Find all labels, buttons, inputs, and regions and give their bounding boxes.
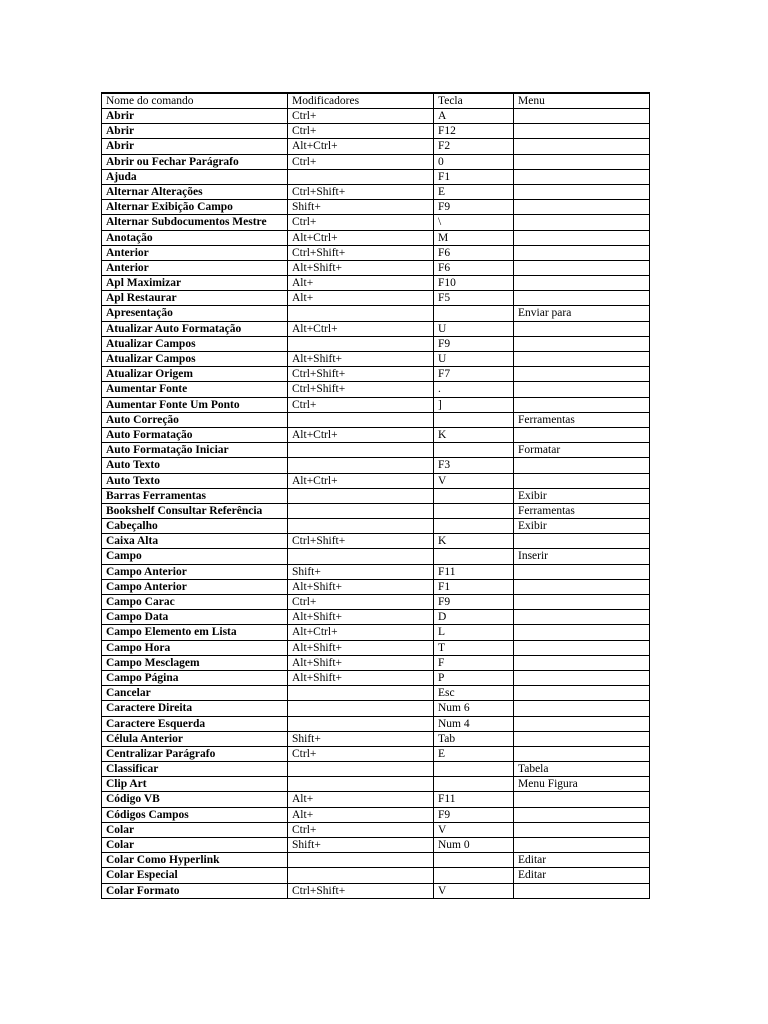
modifiers-cell	[288, 443, 434, 458]
command-name-cell: Auto Texto	[102, 458, 288, 473]
table-row	[102, 838, 650, 853]
key-cell: F7	[434, 367, 514, 382]
modifiers-cell	[288, 716, 434, 731]
key-cell: A	[434, 109, 514, 124]
key-cell: F9	[434, 200, 514, 215]
modifiers-cell: Alt+Shift+	[288, 655, 434, 670]
menu-cell	[514, 458, 650, 473]
table-row	[102, 746, 650, 761]
menu-cell	[514, 184, 650, 199]
table-row	[102, 154, 650, 169]
command-name-cell: Atualizar Campos	[102, 336, 288, 351]
key-cell: V	[434, 822, 514, 837]
key-cell	[434, 853, 514, 868]
command-name-cell: Campo Anterior	[102, 564, 288, 579]
command-name-cell: Campo	[102, 549, 288, 564]
menu-cell: Formatar	[514, 443, 650, 458]
key-cell: Num 4	[434, 716, 514, 731]
command-name-cell: Colar Como Hyperlink	[102, 853, 288, 868]
key-cell: Tab	[434, 731, 514, 746]
key-cell: K	[434, 534, 514, 549]
menu-cell: Editar	[514, 868, 650, 883]
menu-cell	[514, 701, 650, 716]
table-row	[102, 564, 650, 579]
key-cell	[434, 443, 514, 458]
modifiers-cell	[288, 169, 434, 184]
command-name-cell: Colar	[102, 838, 288, 853]
command-name-cell: Abrir ou Fechar Parágrafo	[102, 154, 288, 169]
command-name-cell: Atualizar Origem	[102, 367, 288, 382]
key-cell: V	[434, 883, 514, 898]
modifiers-cell	[288, 519, 434, 534]
modifiers-cell	[288, 868, 434, 883]
table-row	[102, 731, 650, 746]
command-name-cell: Alternar Subdocumentos Mestre	[102, 215, 288, 230]
header-menu: Menu	[514, 93, 650, 109]
menu-cell	[514, 655, 650, 670]
key-cell	[434, 549, 514, 564]
menu-cell	[514, 397, 650, 412]
table-row	[102, 215, 650, 230]
menu-cell	[514, 382, 650, 397]
key-cell	[434, 519, 514, 534]
menu-cell	[514, 716, 650, 731]
table-row	[102, 124, 650, 139]
command-name-cell: Campo Hora	[102, 640, 288, 655]
key-cell: F6	[434, 260, 514, 275]
table-row	[102, 762, 650, 777]
modifiers-cell: Ctrl+	[288, 154, 434, 169]
header-command-name: Nome do comando	[102, 93, 288, 109]
key-cell	[434, 868, 514, 883]
table-row	[102, 321, 650, 336]
key-cell: Num 6	[434, 701, 514, 716]
table-row	[102, 412, 650, 427]
table-row	[102, 716, 650, 731]
key-cell: F11	[434, 792, 514, 807]
table-row	[102, 382, 650, 397]
key-cell: Num 0	[434, 838, 514, 853]
modifiers-cell	[288, 762, 434, 777]
menu-cell	[514, 686, 650, 701]
modifiers-cell	[288, 503, 434, 518]
modifiers-cell: Ctrl+	[288, 822, 434, 837]
key-cell: V	[434, 473, 514, 488]
modifiers-cell: Shift+	[288, 200, 434, 215]
table-row	[102, 777, 650, 792]
menu-cell: Exibir	[514, 519, 650, 534]
modifiers-cell: Ctrl+	[288, 397, 434, 412]
table-row	[102, 184, 650, 199]
command-name-cell: Aumentar Fonte Um Ponto	[102, 397, 288, 412]
command-name-cell: Bookshelf Consultar Referência	[102, 503, 288, 518]
menu-cell: Enviar para	[514, 306, 650, 321]
menu-cell: Menu Figura	[514, 777, 650, 792]
table-row	[102, 139, 650, 154]
modifiers-cell: Ctrl+	[288, 595, 434, 610]
table-row	[102, 534, 650, 549]
table-row	[102, 367, 650, 382]
command-name-cell: Alternar Alterações	[102, 184, 288, 199]
key-cell: U	[434, 352, 514, 367]
header-key: Tecla	[434, 93, 514, 109]
command-name-cell: Aumentar Fonte	[102, 382, 288, 397]
key-cell: F3	[434, 458, 514, 473]
menu-cell	[514, 336, 650, 351]
command-name-cell: Campo Carac	[102, 595, 288, 610]
table-row	[102, 291, 650, 306]
modifiers-cell: Ctrl+Shift+	[288, 245, 434, 260]
modifiers-cell: Ctrl+Shift+	[288, 883, 434, 898]
modifiers-cell: Alt+Shift+	[288, 579, 434, 594]
menu-cell	[514, 792, 650, 807]
key-cell: F6	[434, 245, 514, 260]
command-name-cell: Campo Mesclagem	[102, 655, 288, 670]
table-row	[102, 655, 650, 670]
command-name-cell: Caixa Alta	[102, 534, 288, 549]
table-row	[102, 397, 650, 412]
key-cell: F12	[434, 124, 514, 139]
modifiers-cell: Alt+	[288, 291, 434, 306]
table-row	[102, 640, 650, 655]
menu-cell	[514, 276, 650, 291]
table-row	[102, 109, 650, 124]
table-row	[102, 853, 650, 868]
menu-cell: Ferramentas	[514, 503, 650, 518]
modifiers-cell	[288, 686, 434, 701]
command-name-cell: Atualizar Auto Formatação	[102, 321, 288, 336]
key-cell	[434, 503, 514, 518]
modifiers-cell	[288, 458, 434, 473]
command-name-cell: Auto Correção	[102, 412, 288, 427]
modifiers-cell: Ctrl+Shift+	[288, 534, 434, 549]
modifiers-cell: Ctrl+	[288, 215, 434, 230]
table-row	[102, 200, 650, 215]
key-cell: .	[434, 382, 514, 397]
command-name-cell: Apresentação	[102, 306, 288, 321]
table-row	[102, 488, 650, 503]
command-name-cell: Abrir	[102, 139, 288, 154]
modifiers-cell: Alt+Ctrl+	[288, 230, 434, 245]
command-name-cell: Anterior	[102, 245, 288, 260]
table-row	[102, 245, 650, 260]
menu-cell	[514, 883, 650, 898]
table-row	[102, 883, 650, 898]
modifiers-cell: Alt+Ctrl+	[288, 427, 434, 442]
key-cell: U	[434, 321, 514, 336]
modifiers-cell: Alt+Shift+	[288, 640, 434, 655]
command-name-cell: Alternar Exibição Campo	[102, 200, 288, 215]
command-name-cell: Auto Formatação Iniciar	[102, 443, 288, 458]
key-cell	[434, 306, 514, 321]
modifiers-cell: Alt+	[288, 792, 434, 807]
menu-cell	[514, 838, 650, 853]
modifiers-cell: Ctrl+	[288, 124, 434, 139]
command-name-cell: Colar Formato	[102, 883, 288, 898]
command-name-cell: Colar	[102, 822, 288, 837]
table-body	[102, 109, 650, 899]
command-name-cell: Cancelar	[102, 686, 288, 701]
key-cell: F9	[434, 595, 514, 610]
menu-cell	[514, 746, 650, 761]
key-cell: P	[434, 670, 514, 685]
command-name-cell: Código VB	[102, 792, 288, 807]
command-name-cell: Anotação	[102, 230, 288, 245]
command-name-cell: Códigos Campos	[102, 807, 288, 822]
key-cell	[434, 488, 514, 503]
menu-cell: Ferramentas	[514, 412, 650, 427]
menu-cell	[514, 822, 650, 837]
modifiers-cell: Alt+Shift+	[288, 610, 434, 625]
menu-cell: Tabela	[514, 762, 650, 777]
key-cell: D	[434, 610, 514, 625]
modifiers-cell: Alt+Ctrl+	[288, 625, 434, 640]
table-row	[102, 822, 650, 837]
modifiers-cell	[288, 853, 434, 868]
table-row	[102, 610, 650, 625]
modifiers-cell: Ctrl+Shift+	[288, 367, 434, 382]
header-modifiers: Modificadores	[288, 93, 434, 109]
command-name-cell: Ajuda	[102, 169, 288, 184]
modifiers-cell: Alt+Ctrl+	[288, 321, 434, 336]
menu-cell	[514, 321, 650, 336]
key-cell: E	[434, 746, 514, 761]
key-cell: F	[434, 655, 514, 670]
key-cell: F11	[434, 564, 514, 579]
menu-cell	[514, 640, 650, 655]
modifiers-cell: Alt+Ctrl+	[288, 473, 434, 488]
table-row	[102, 792, 650, 807]
table-row	[102, 427, 650, 442]
modifiers-cell: Ctrl+	[288, 746, 434, 761]
menu-cell	[514, 670, 650, 685]
modifiers-cell	[288, 701, 434, 716]
modifiers-cell: Shift+	[288, 564, 434, 579]
key-cell: \	[434, 215, 514, 230]
menu-cell	[514, 139, 650, 154]
key-cell	[434, 412, 514, 427]
modifiers-cell	[288, 549, 434, 564]
command-name-cell: Campo Anterior	[102, 579, 288, 594]
modifiers-cell: Ctrl+Shift+	[288, 382, 434, 397]
command-name-cell: Centralizar Parágrafo	[102, 746, 288, 761]
command-name-cell: Campo Página	[102, 670, 288, 685]
table-row	[102, 443, 650, 458]
modifiers-cell: Ctrl+	[288, 109, 434, 124]
menu-cell	[514, 291, 650, 306]
menu-cell	[514, 625, 650, 640]
menu-cell	[514, 610, 650, 625]
key-cell	[434, 777, 514, 792]
table-row	[102, 260, 650, 275]
table-row	[102, 868, 650, 883]
key-cell: F10	[434, 276, 514, 291]
table-row	[102, 519, 650, 534]
command-name-cell: Abrir	[102, 109, 288, 124]
command-name-cell: Classificar	[102, 762, 288, 777]
menu-cell: Editar	[514, 853, 650, 868]
key-cell: T	[434, 640, 514, 655]
command-name-cell: Anterior	[102, 260, 288, 275]
table-row	[102, 579, 650, 594]
menu-cell	[514, 731, 650, 746]
command-name-cell: Apl Maximizar	[102, 276, 288, 291]
modifiers-cell: Alt+	[288, 276, 434, 291]
key-cell: F9	[434, 807, 514, 822]
command-name-cell: Caractere Esquerda	[102, 716, 288, 731]
menu-cell	[514, 230, 650, 245]
menu-cell	[514, 473, 650, 488]
command-name-cell: Abrir	[102, 124, 288, 139]
modifiers-cell	[288, 488, 434, 503]
key-cell: F5	[434, 291, 514, 306]
menu-cell	[514, 534, 650, 549]
command-name-cell: Auto Texto	[102, 473, 288, 488]
shortcut-table	[101, 92, 650, 899]
key-cell: E	[434, 184, 514, 199]
table-row	[102, 686, 650, 701]
table-row	[102, 352, 650, 367]
modifiers-cell	[288, 306, 434, 321]
modifiers-cell	[288, 777, 434, 792]
modifiers-cell: Shift+	[288, 731, 434, 746]
key-cell	[434, 762, 514, 777]
modifiers-cell	[288, 412, 434, 427]
menu-cell: Inserir	[514, 549, 650, 564]
command-name-cell: Atualizar Campos	[102, 352, 288, 367]
key-cell: Esc	[434, 686, 514, 701]
table-row	[102, 276, 650, 291]
menu-cell	[514, 169, 650, 184]
command-name-cell: Cabeçalho	[102, 519, 288, 534]
table-row	[102, 503, 650, 518]
modifiers-cell: Alt+Shift+	[288, 260, 434, 275]
modifiers-cell: Ctrl+Shift+	[288, 184, 434, 199]
menu-cell	[514, 352, 650, 367]
table-row	[102, 169, 650, 184]
table-row	[102, 473, 650, 488]
menu-cell	[514, 427, 650, 442]
command-name-cell: Apl Restaurar	[102, 291, 288, 306]
command-name-cell: Célula Anterior	[102, 731, 288, 746]
command-name-cell: Barras Ferramentas	[102, 488, 288, 503]
menu-cell	[514, 260, 650, 275]
command-name-cell: Auto Formatação	[102, 427, 288, 442]
menu-cell: Exibir	[514, 488, 650, 503]
key-cell: L	[434, 625, 514, 640]
key-cell: F2	[434, 139, 514, 154]
key-cell: 0	[434, 154, 514, 169]
menu-cell	[514, 109, 650, 124]
table-row	[102, 807, 650, 822]
menu-cell	[514, 564, 650, 579]
table-row	[102, 306, 650, 321]
key-cell: F1	[434, 169, 514, 184]
menu-cell	[514, 579, 650, 594]
table-header-row	[102, 93, 650, 109]
command-name-cell: Caractere Direita	[102, 701, 288, 716]
table-row	[102, 595, 650, 610]
key-cell: M	[434, 230, 514, 245]
table-row	[102, 458, 650, 473]
menu-cell	[514, 595, 650, 610]
menu-cell	[514, 807, 650, 822]
command-name-cell: Clip Art	[102, 777, 288, 792]
menu-cell	[514, 124, 650, 139]
command-name-cell: Campo Data	[102, 610, 288, 625]
menu-cell	[514, 215, 650, 230]
table-row	[102, 670, 650, 685]
table-row	[102, 625, 650, 640]
menu-cell	[514, 154, 650, 169]
key-cell: K	[434, 427, 514, 442]
modifiers-cell: Alt+Shift+	[288, 670, 434, 685]
modifiers-cell: Alt+Shift+	[288, 352, 434, 367]
modifiers-cell: Shift+	[288, 838, 434, 853]
menu-cell	[514, 200, 650, 215]
key-cell: ]	[434, 397, 514, 412]
modifiers-cell	[288, 336, 434, 351]
command-name-cell: Colar Especial	[102, 868, 288, 883]
table-row	[102, 336, 650, 351]
key-cell: F1	[434, 579, 514, 594]
command-name-cell: Campo Elemento em Lista	[102, 625, 288, 640]
menu-cell	[514, 245, 650, 260]
table-row	[102, 230, 650, 245]
modifiers-cell: Alt+	[288, 807, 434, 822]
key-cell: F9	[434, 336, 514, 351]
table-row	[102, 701, 650, 716]
modifiers-cell: Alt+Ctrl+	[288, 139, 434, 154]
menu-cell	[514, 367, 650, 382]
table-row	[102, 549, 650, 564]
